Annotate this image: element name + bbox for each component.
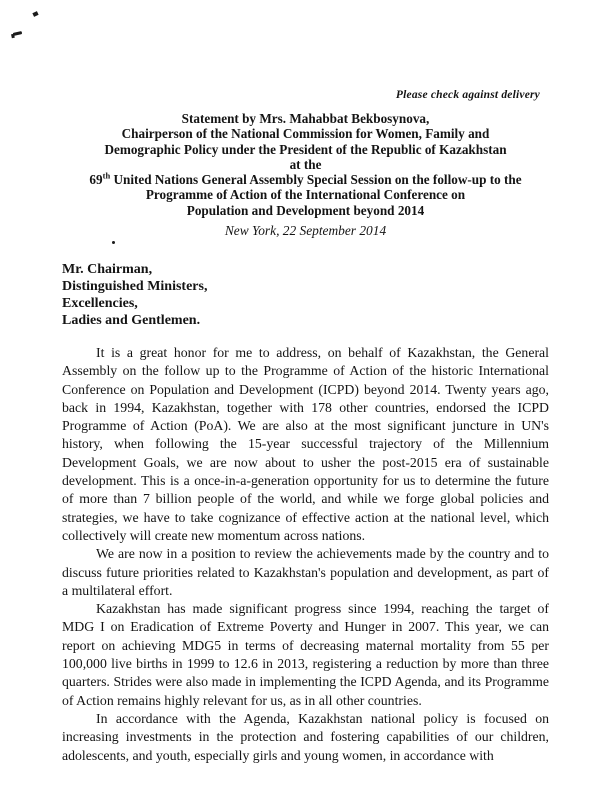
session-ordinal: th [102, 170, 111, 181]
paragraph-intro: It is a great honor for me to address, on behalf of Kazakhstan, the General Assembly on the follow up to the Programme of Action of the historic International Conference on Population and Development (ICPD) beyond 2014. Twenty years ago, back in 1994, Kazakhstan, together with 178 other countries, endorsed the ICPD Programme of Action (PoA). We are also at the most significant juncture in UN's history, when following the 15-year successful trajectory of the Millennium Development Goals, we are now about to usher the post-2015 era of sustainable development. This is a once-in-a-generation opportunity for us to determine the future of more than 7 billion people of the world, and while we forge global policies and strategies, we have to take cognizance of effective action at the national level, which collectively will create new momentum across nations. [62, 345, 549, 543]
scan-artifact [32, 11, 38, 17]
title-line-session [50, 172, 561, 187]
salutation-chairman: Mr. Chairman, [62, 262, 153, 277]
delivery-note: Please check against delivery [395, 89, 540, 101]
title-block [50, 111, 561, 238]
title-line-population: Population and Development beyond 2014 [186, 202, 425, 218]
salutation-ladies-gentlemen: Ladies and Gentlemen. [62, 313, 201, 328]
salutation-excellencies: Excellencies, [62, 296, 138, 311]
title-line-commission: Demographic Policy under the President of the Republic of Kazakhstan [104, 141, 507, 157]
body-text [62, 344, 549, 765]
paragraph-review: We are now in a position to review the achievements made by the country and to discuss future priorities related to Kazakhstan's population and development, as part of a multilateral effort. [62, 546, 549, 598]
title-line-chairperson: Chairperson of the National Commission for Women, Family and [121, 126, 490, 142]
scan-artifact [112, 241, 115, 244]
scan-artifact [13, 31, 22, 36]
session-number: 69 [89, 172, 103, 188]
title-line-at-the: at the [289, 156, 322, 172]
paragraph-progress: Kazakhstan has made significant progress since 1994, reaching the target of MDG I on Eradication of Extreme Poverty and Hunger in 2007. This year, we can report on achieving MDG5 in terms of decreasing maternal mortality from 55 per 100,000 live births in 1999 to 12.6 in 2013, registering a reduction by more than three quarters. Strides were also made in implementing the ICPD Agenda, and its Programme of Action remains highly relevant for us, as in all other countries. [62, 601, 549, 708]
salutation-ministers: Distinguished Ministers, [62, 279, 208, 294]
title-line-statement: Statement by Mrs. Mahabbat Bekbosynova, [181, 111, 430, 126]
date-line: New York, 22 September 2014 [224, 223, 387, 239]
session-text: United Nations General Assembly Special Session on the follow-up to the [110, 172, 522, 188]
paragraph-agenda: In accordance with the Agenda, Kazakhstan national policy is focused on increasing investments in the protection and fostering capabilities of our children, adolescents, and youth, especially girls and young women, in accordance with [62, 710, 549, 763]
title-line-programme: Programme of Action of the International Conference on [145, 187, 466, 203]
salutation-block [62, 261, 207, 329]
